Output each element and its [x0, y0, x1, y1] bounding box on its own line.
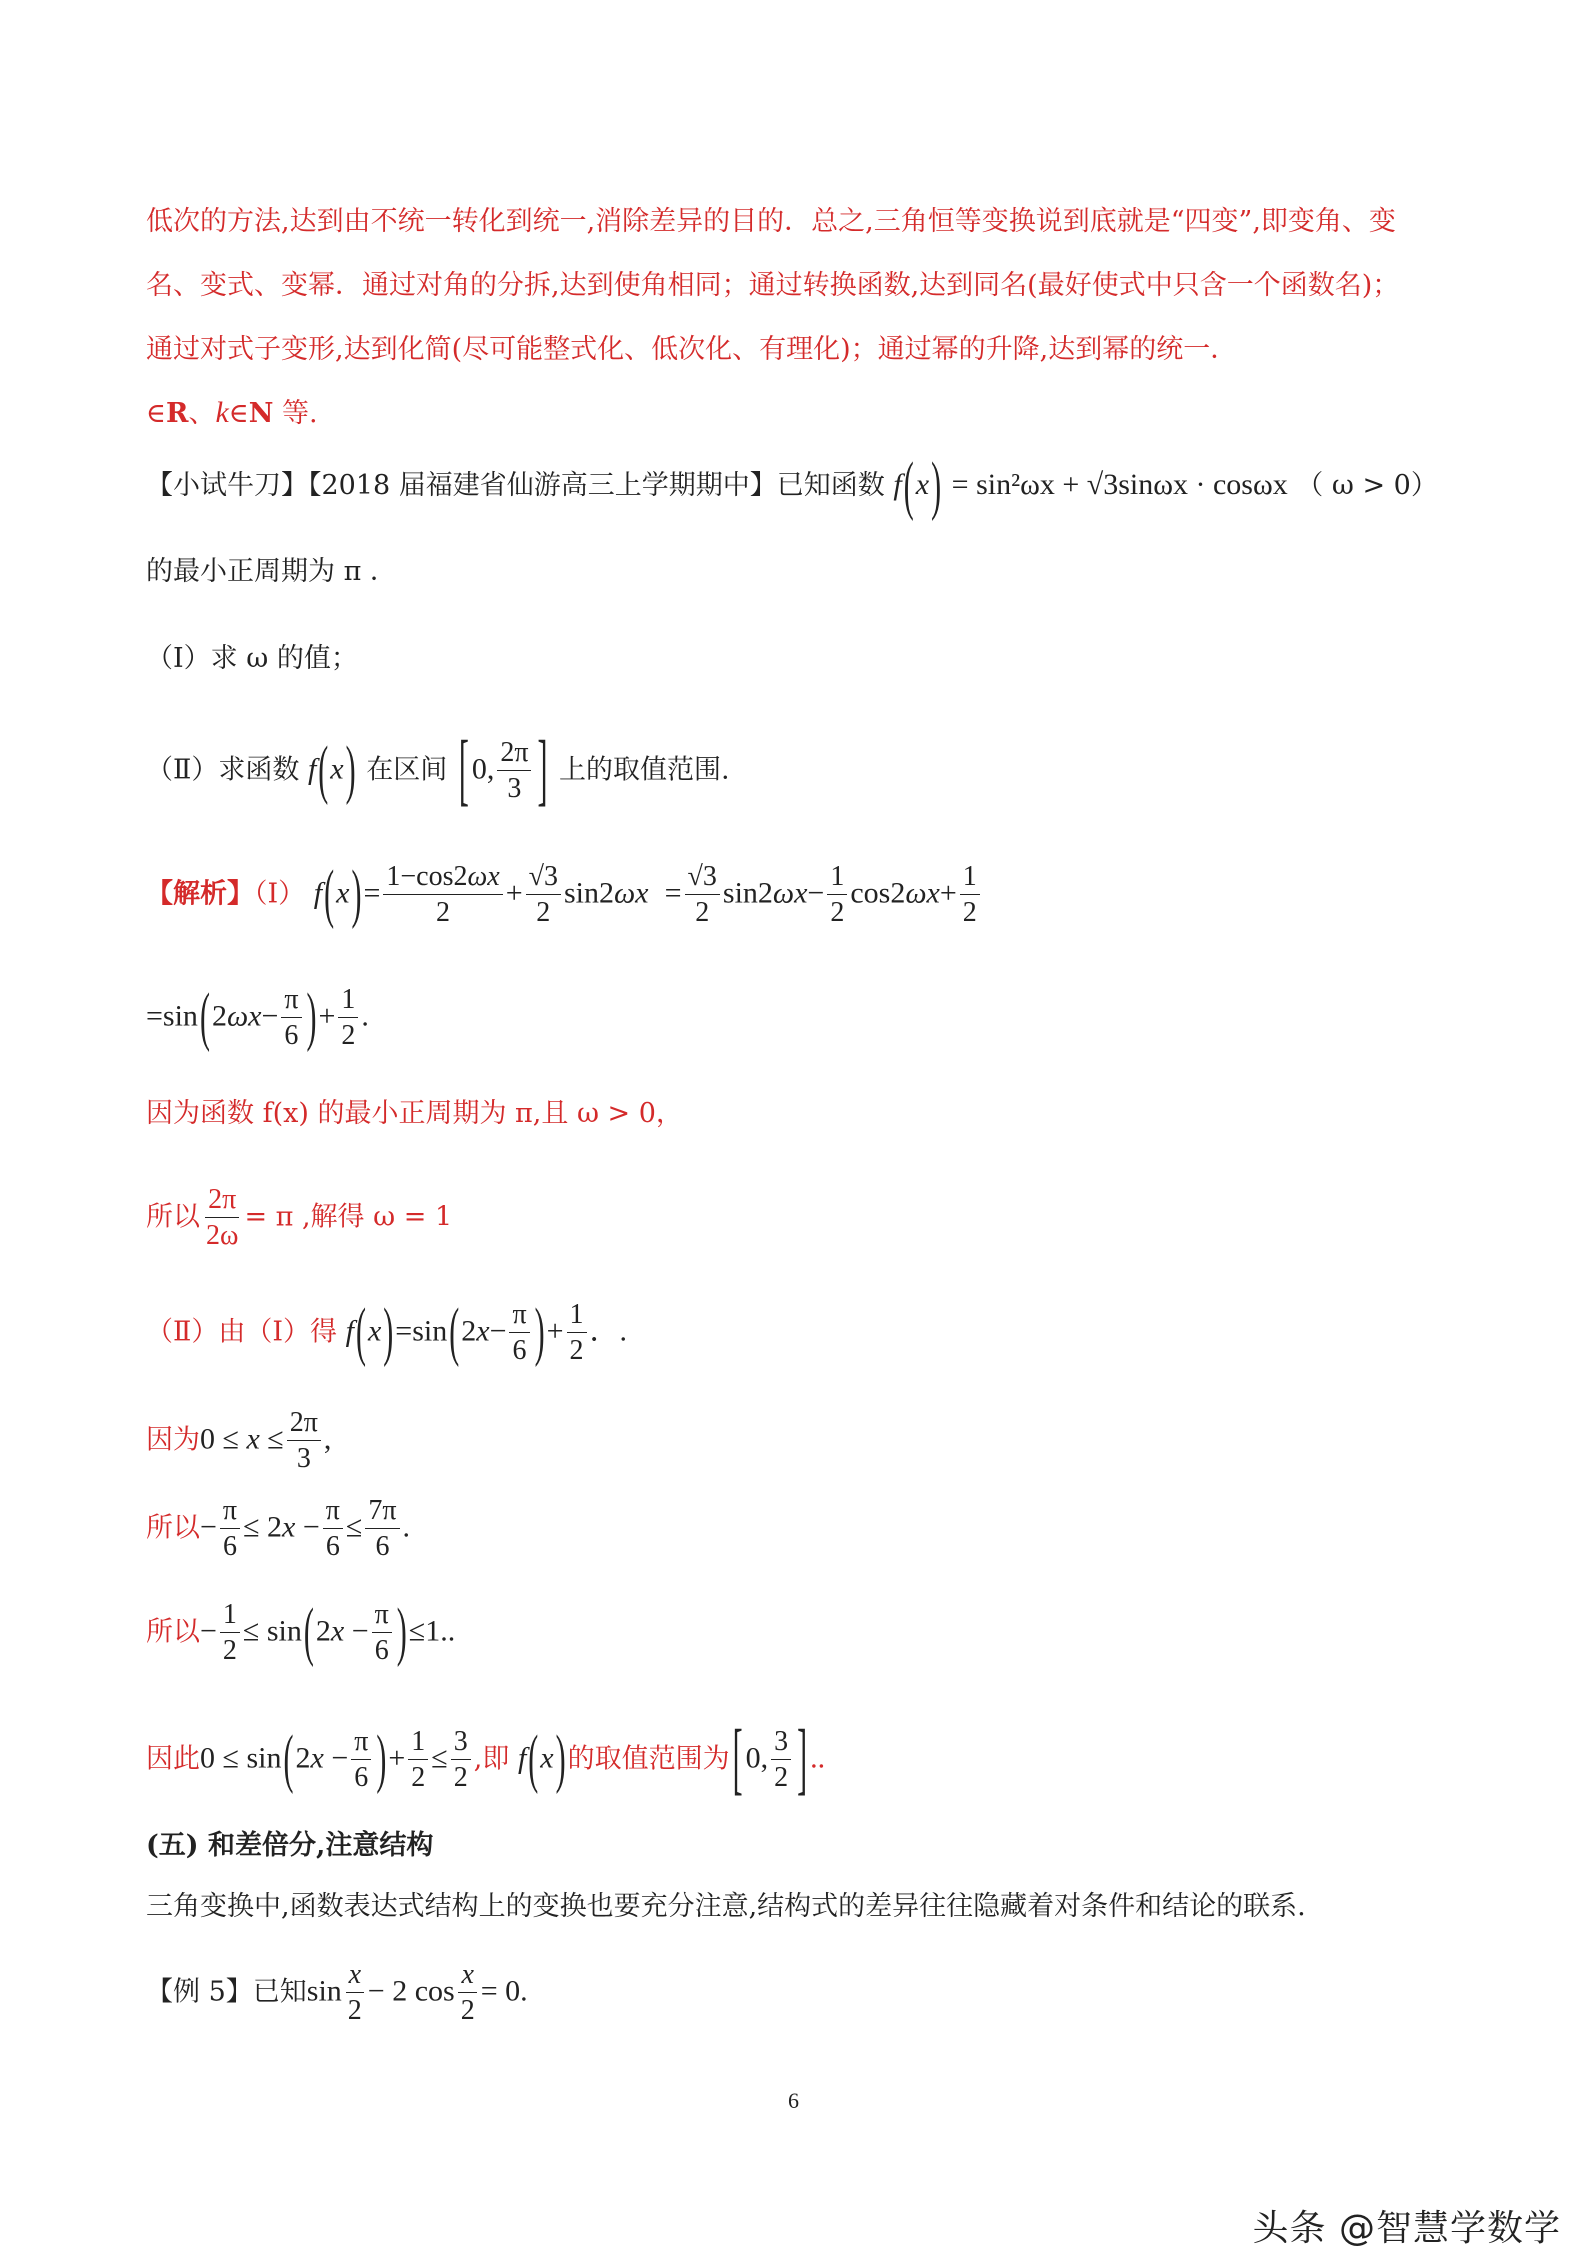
part2-text: （Ⅱ）求函数	[146, 754, 300, 786]
solution-part2: （Ⅱ）由（Ⅰ）得 f(x)=sin(2x− $\frac{\pi}{6}$ )+ $\frac{1}{2}$ ．.	[146, 1295, 628, 1369]
solution-range-1: 因为0 ≤ x ≤ $\frac{2\pi}{3}$ ,	[146, 1407, 332, 1475]
solution-line-2: =sin(2ωx− $\frac{\pi}{6}$ )+ $\frac{1}{2}$ .	[146, 980, 369, 1054]
intro-line-4	[146, 398, 318, 428]
ie-text: ,即	[473, 1743, 510, 1775]
solution-step-period: 因为函数 f(x) 的最小正周期为 π,且 ω > 0，	[146, 1098, 683, 1129]
solution-range-2: 所以− $\frac{\pi}{6}$ ≤ 2x − $\frac{\pi}{6}$ ≤ $\frac{7\pi}{6}$ .	[146, 1495, 411, 1563]
problem-line-1: 【小试牛刀】【2018 届福建省仙游高三上学期期中】已知函数 f(x) = sin²ωx + √3sinωx · cosωx （ ω > 0）	[146, 449, 1438, 522]
problem-part-1: （Ⅰ）求 ω 的值；	[146, 643, 358, 674]
example-5: 【例 5】已知sin $\frac{x}{2}$ − 2 cos $\frac{x}{2}$ = 0.	[146, 1959, 528, 2027]
function-name: f	[893, 468, 902, 501]
intro-line-3: 通过对式子变形,达到化简(尽可能整式化、低次化、有理化)；通过幂的升降,达到幂的统一．	[146, 334, 1238, 365]
set-r: R	[166, 398, 189, 429]
therefore-text: 因此	[146, 1743, 200, 1775]
intro-line-2: 名、变式、变幂．通过对角的分拆,达到使角相同；通过转换函数,达到同名(最好使式中只含一个函数名)；	[146, 270, 1400, 301]
problem-condition: （ ω > 0）	[1296, 470, 1438, 501]
part2-end: 上的取值范围.	[559, 754, 730, 786]
solution-conclusion: 因此0 ≤ sin(2x − $\frac{\pi}{6}$ )+ $\frac{1}{2}$ ≤ $\frac{3}{2}$ ,即 f(x)的取值范围为 [ 0, $\frac{3}{2}$ ] ..	[146, 1713, 826, 1804]
example-label: 【例 5】已知	[146, 1976, 307, 2008]
problem-formula: = sin²ωx + √3sinωx · cosωx	[951, 468, 1288, 501]
intro-line-1: 低次的方法,达到由不统一转化到统一,消除差异的目的．总之,三角恒等变换说到底就是“四变”,即变角、变	[146, 206, 1396, 237]
range-text: 的取值范围为	[567, 1743, 730, 1775]
page-number: 6	[788, 2088, 799, 2113]
problem-line-2: 的最小正周期为 π ．	[146, 556, 397, 587]
solution-label: 【解析】	[146, 878, 254, 910]
part2-interval-text: 在区间	[366, 754, 448, 786]
part1-label: （Ⅰ）	[254, 878, 306, 910]
interval-bracket: [	[458, 724, 469, 815]
part2-label: （Ⅱ）由（Ⅰ）得	[146, 1316, 338, 1348]
var-k: k	[215, 396, 229, 429]
section-text: 三角变换中,函数表达式结构上的变换也要充分注意,结构式的差异往往隐藏着对条件和结论的联系.	[146, 1891, 1306, 1922]
solution-line-1: 【解析】（Ⅰ） f(x)= $\frac{1-\cos 2\omega x}{2}$ + $\frac{√3}{2}$ sin2ωx = $\frac{√3}{2}$ sin2ωx− $\frac{1}{2}$ cos2ωx+ $\frac{1}{2}$	[146, 862, 983, 928]
brand-watermark: 头条 @智慧学数学	[1252, 2208, 1561, 2249]
so-text-2: 所以	[146, 1512, 200, 1544]
problem-part-2: （Ⅱ）求函数 f(x) 在区间 [ 0, $\frac{2\pi}{3}$ ] 上的取值范围.	[146, 724, 730, 815]
problem-tag: 【小试牛刀】【2018 届福建省仙游高三上学期期中】已知函数	[146, 470, 885, 501]
so-text: 所以	[146, 1201, 200, 1233]
element-of-symbol: ∈	[228, 398, 249, 429]
intro-end: 等.	[273, 398, 318, 429]
solution-step-omega: 所以 $\frac{2\pi}{2\omega}$ = π ,解得 ω = 1	[146, 1184, 453, 1252]
fraction: $\frac{2\pi}{3}$	[497, 738, 531, 804]
element-of-symbol: ∈	[146, 398, 166, 429]
omega-result: = π ,解得 ω = 1	[244, 1201, 453, 1233]
solution-range-3: 所以− $\frac{1}{2}$ ≤ sin(2x − $\frac{\pi}{6}$ )≤1..	[146, 1595, 456, 1669]
so-text-3: 所以	[146, 1616, 200, 1648]
paren: (	[903, 449, 914, 522]
section-heading: (五) 和差倍分,注意结构	[146, 1830, 434, 1861]
set-n: N	[248, 398, 274, 429]
separator: 、	[188, 398, 216, 429]
because-text: 因为	[146, 1424, 200, 1456]
